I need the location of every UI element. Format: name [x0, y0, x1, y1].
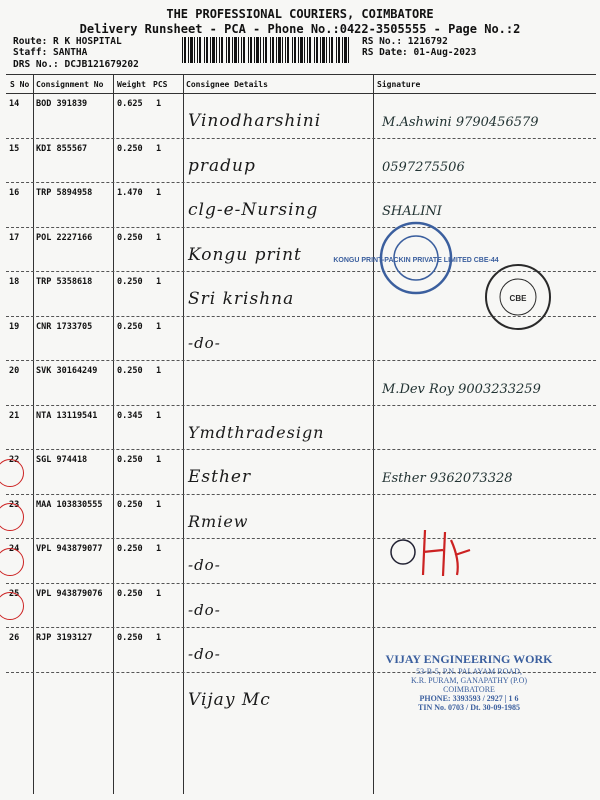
row-weight: 0.250 [117, 588, 143, 599]
barcode-bar [188, 37, 189, 63]
barcode-bar [298, 37, 299, 63]
row-separator [6, 227, 596, 228]
row-weight: 0.250 [117, 277, 143, 287]
row-signature: 0597275506 [382, 159, 465, 175]
row-consignment-no: KDI 855567 [36, 143, 88, 154]
barcode-bar [287, 37, 289, 63]
row-separator [6, 494, 596, 495]
row-sno: 17 [9, 232, 20, 243]
barcode-bar [254, 37, 255, 63]
barcode-bar [320, 37, 321, 63]
drs-number: DRS No.: DCJB121679202 [13, 59, 139, 70]
barcode-bar [234, 37, 237, 63]
vijay-engineering-stamp [384, 652, 554, 712]
kongu-print-stamp [333, 220, 499, 296]
stamp-phone: PHONE: 3393593 / 2927 | 1 6 [419, 694, 519, 703]
barcode-bar [348, 37, 349, 63]
barcode-bar [270, 37, 271, 63]
row-separator [6, 449, 596, 450]
barcode-bar [228, 37, 230, 63]
row-separator [6, 138, 596, 139]
barcode-bar [265, 37, 267, 63]
company-title: THE PROFESSIONAL COURIERS, COIMBATORE [166, 7, 434, 21]
barcode-bar [282, 37, 283, 63]
row-consignment-no: BOD 391839 [36, 99, 88, 109]
row-pcs: 1 [156, 455, 162, 465]
barcode-bar [197, 37, 198, 63]
row-sno: 25 [9, 588, 20, 599]
row-sno: 20 [9, 366, 20, 376]
rs-date: RS Date: 01-Aug-2023 [362, 47, 477, 58]
red-initials-scribble [385, 520, 475, 580]
row-weight: 0.250 [117, 321, 143, 332]
barcode-bar [216, 37, 217, 63]
barcode-bar [194, 37, 195, 63]
row-consignee: pradup [188, 155, 256, 176]
stamp-address-line: 53-B-5, P.N. PALAYAM ROAD, [416, 667, 522, 676]
row-pcs: 1 [156, 499, 162, 510]
row-weight: 0.250 [117, 499, 143, 510]
col-header-weight: Weight [117, 80, 146, 89]
table-top-rule [6, 74, 596, 75]
row-separator [6, 583, 596, 584]
row-consignment-no: TRP 5358618 [36, 277, 93, 287]
row-consignment-no: VPL 943879077 [36, 544, 103, 554]
stamp-title: VIJAY ENGINEERING WORK [385, 652, 553, 666]
barcode-bar [304, 37, 305, 63]
kongu-stamp-text: KONGU PRINT-PACKIN PRIVATE LIMITED CBE-44 [333, 257, 499, 264]
row-sno: 26 [9, 633, 20, 643]
barcode-bar [190, 37, 193, 63]
row-pcs: 1 [156, 321, 162, 332]
barcode-bar [336, 37, 337, 63]
row-pcs: 1 [156, 588, 162, 599]
row-consignment-no: MAA 103830555 [36, 499, 103, 510]
row-consignment-no: POL 2227166 [36, 232, 93, 243]
row-consignment-no: VPL 943879076 [36, 588, 103, 599]
col-header-sno: S No [10, 80, 30, 89]
col-header-consignment: Consignment No [36, 80, 104, 89]
barcode-bar [278, 37, 281, 63]
row-signature: M.Dev Roy 9003233259 [382, 382, 541, 397]
row-signature: Esther 9362073328 [382, 471, 513, 486]
row-pcs: 1 [156, 366, 162, 376]
row-consignee: Ymdthradesign [188, 422, 325, 442]
row-consignee: clg-e-Nursing [188, 200, 319, 220]
col-header-consignee: Consignee Details [186, 80, 268, 89]
red-mark-circle [0, 592, 24, 620]
row-weight: 0.250 [117, 143, 143, 154]
route: Route: R K HOSPITAL [13, 36, 122, 47]
barcode-bar [294, 37, 296, 63]
row-weight: 1.470 [117, 188, 143, 198]
row-consignee: Rmiew [188, 511, 249, 531]
row-pcs: 1 [156, 544, 162, 554]
row-consignment-no: RJP 3193127 [36, 633, 93, 643]
barcode-bar [316, 37, 318, 63]
row-consignee: -do- [188, 333, 221, 352]
row-consignment-no: SVK 30164249 [36, 366, 98, 376]
barcode-bar [212, 37, 215, 63]
barcode-bar [322, 37, 325, 63]
barcode-bar [238, 37, 239, 63]
row-consignee: Vinodharshini [188, 111, 322, 131]
row-weight: 0.250 [117, 633, 143, 643]
row-sno: 14 [9, 99, 20, 109]
row-pcs: 1 [156, 633, 162, 643]
row-separator [6, 360, 596, 361]
row-sno: 15 [9, 143, 20, 154]
row-pcs: 1 [156, 410, 162, 421]
barcode-bar [344, 37, 347, 63]
row-separator [6, 538, 596, 539]
row-pcs: 1 [156, 143, 162, 154]
row-pcs: 1 [156, 99, 162, 109]
barcode-bar [184, 37, 186, 63]
row-signature: M.Ashwini 9790456579 [382, 115, 539, 130]
svg-text:CBE: CBE [509, 294, 527, 303]
row-weight: 0.250 [117, 544, 143, 554]
barcode-bar [232, 37, 233, 63]
row-sno: 19 [9, 321, 20, 332]
barcode-bar [250, 37, 252, 63]
barcode-bar [331, 37, 333, 63]
col-header-signature: Signature [377, 80, 421, 89]
barcode-bar [221, 37, 223, 63]
row-signature: SHALINI [382, 204, 442, 219]
row-pcs: 1 [156, 232, 162, 243]
barcode-bar [243, 37, 245, 63]
row-consignment-no: TRP 5894958 [36, 188, 93, 198]
table-header-rule [6, 93, 596, 94]
barcode-bar [338, 37, 340, 63]
barcode-bar [292, 37, 293, 63]
row-consignee: -do- [188, 645, 221, 663]
barcode-bar [307, 37, 308, 63]
barcode-bar [263, 37, 264, 63]
rs-number: RS No.: 1216792 [362, 36, 448, 47]
row-sno: 16 [9, 188, 20, 198]
barcode-bar [256, 37, 259, 63]
barcode-bar [300, 37, 303, 63]
row-sno: 22 [9, 455, 20, 465]
barcode-bar [206, 37, 208, 63]
barcode-bar [226, 37, 227, 63]
barcode [182, 37, 352, 65]
barcode-bar [342, 37, 343, 63]
row-consignment-no: CNR 1733705 [36, 321, 93, 332]
stamp-address-line: COIMBATORE [443, 685, 495, 694]
row-consignee: Kongu print [188, 244, 302, 265]
barcode-bar [182, 37, 183, 63]
row-consignment-no: SGL 974418 [36, 455, 88, 465]
row-weight: 0.250 [117, 366, 143, 376]
row-pcs: 1 [156, 277, 162, 287]
row-weight: 0.625 [117, 99, 143, 109]
row-separator [6, 405, 596, 406]
red-mark-circle [0, 459, 24, 487]
stamp-address-line: K.R. PURAM, GANAPATHY (P.O) [410, 676, 528, 685]
barcode-bar [272, 37, 274, 63]
barcode-bar [326, 37, 327, 63]
row-weight: 0.345 [117, 410, 143, 421]
barcode-bar [199, 37, 201, 63]
stamp-tin: TIN No. 0703 / Dt. 30-09-1985 [418, 703, 520, 712]
row-separator [6, 627, 596, 628]
red-mark-circle [0, 503, 24, 531]
barcode-bar [248, 37, 249, 63]
row-weight: 0.250 [117, 232, 143, 243]
barcode-bar [329, 37, 330, 63]
barcode-bar [260, 37, 261, 63]
row-consignee: Vijay Mc [188, 689, 271, 710]
barcode-bar [314, 37, 315, 63]
row-sno: 21 [9, 410, 20, 421]
staff: Staff: SANTHA [13, 47, 88, 58]
row-weight: 0.250 [117, 455, 143, 465]
runsheet-subtitle: Delivery Runsheet - PCA - Phone No.:0422-3505555 - Page No.:2 [79, 22, 521, 36]
row-consignee: Esther [188, 467, 252, 487]
barcode-bar [210, 37, 211, 63]
barcode-bar [276, 37, 277, 63]
row-pcs: 1 [156, 188, 162, 198]
shri-krishna-stamp [483, 262, 553, 332]
row-sno: 23 [9, 499, 20, 510]
row-separator [6, 182, 596, 183]
col-header-pcs: PCS [153, 80, 168, 89]
row-sno: 18 [9, 277, 20, 287]
barcode-bar [204, 37, 205, 63]
red-mark-circle [0, 548, 24, 576]
barcode-bar [309, 37, 311, 63]
row-sno: 24 [9, 544, 20, 554]
row-consignment-no: NTA 13119541 [36, 410, 98, 421]
row-consignee: -do- [188, 600, 221, 619]
barcode-bar [241, 37, 242, 63]
row-consignee: Sri krishna [188, 289, 295, 309]
barcode-bar [285, 37, 286, 63]
row-consignee: -do- [188, 556, 221, 574]
barcode-bar [219, 37, 220, 63]
